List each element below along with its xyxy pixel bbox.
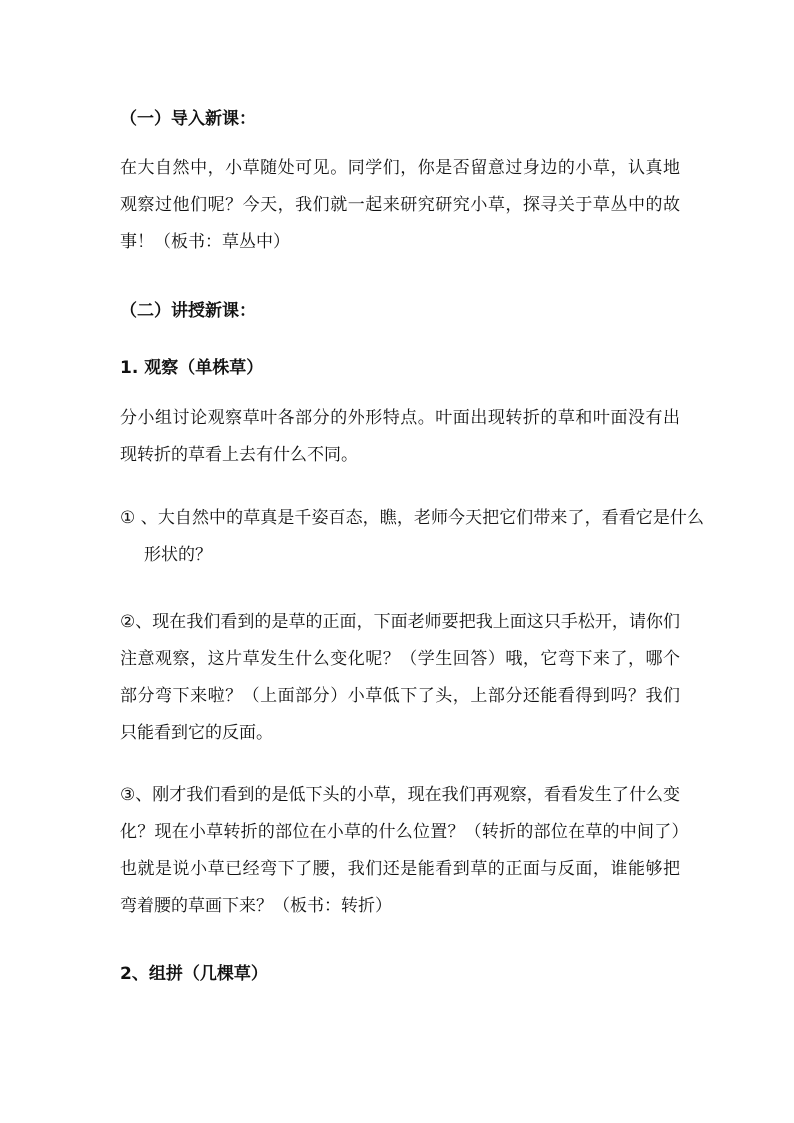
intro-paragraph: 在大自然中，小草随处可见。同学们，你是否留意过身边的小草，认真地观察过他们呢？今天，我们就一起来研究研究小草，探寻关于草丛中的故事！（板书：草丛中）	[120, 158, 680, 252]
list-item-1: ① 、大自然中的草真是千姿百态，瞧，老师今天把它们带来了，看看它是什么形状的？	[120, 508, 704, 565]
intro-heading: （一）导入新课：	[120, 109, 256, 129]
list-item-3: ③、刚才我们看到的是低下头的小草，现在我们再观察，看看发生了什么变化？现在小草转折的部位在小草的什么位置？（转折的部位在草的中间了）也就是说小草已经弯下了腰，我们还是能看到草的正面与反面，谁能够把弯着腰的草画下来？（板书：转折）	[120, 785, 680, 916]
section1-intro: 分小组讨论观察草叶各部分的外形特点。叶面出现转折的草和叶面没有出现转折的草看上去有什么不同。	[120, 408, 680, 465]
teach-heading: （二）讲授新课：	[120, 301, 256, 321]
section1-heading: 1. 观察（单株草）	[120, 358, 264, 378]
section2-heading: 2、组拼（几棵草）	[120, 964, 268, 984]
list-item-2: ②、现在我们看到的是草的正面，下面老师要把我上面这只手松开，请你们注意观察，这片草发生什么变化呢？（学生回答）哦，它弯下来了，哪个部分弯下来啦？（上面部分）小草低下了头，上部分还能看得到吗？我们只能看到它的反面。	[120, 612, 680, 743]
